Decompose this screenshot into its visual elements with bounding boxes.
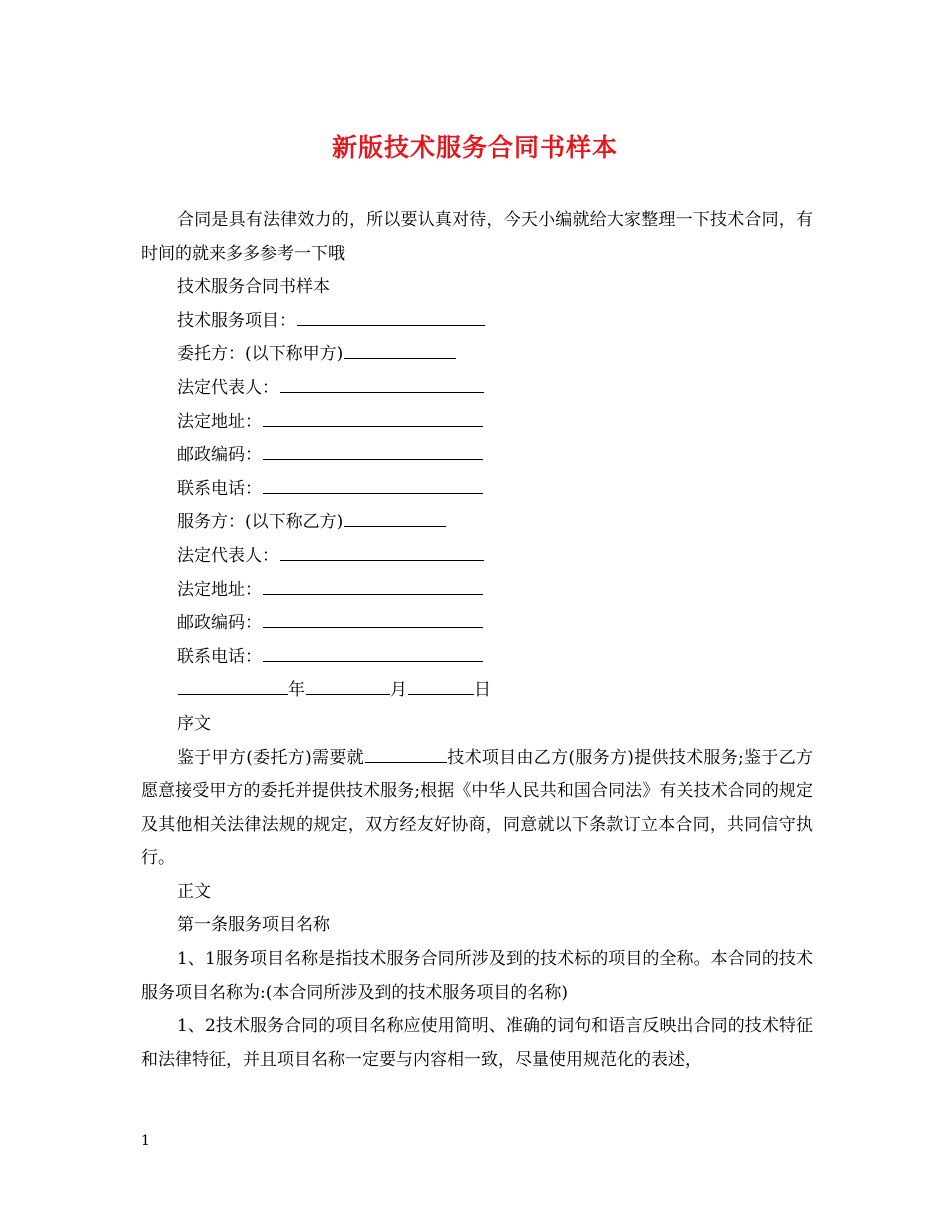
field-label: 技术服务项目：: [177, 310, 296, 331]
field-label: 法定代表人：: [177, 377, 279, 398]
document-body: [141, 204, 813, 1077]
field-client-addr: [141, 406, 813, 440]
preface-heading: 序文: [177, 713, 211, 734]
field-provider: [141, 506, 813, 540]
blank-line: [297, 307, 485, 326]
main-heading: 正文: [177, 881, 211, 902]
blank-line: [263, 475, 483, 494]
field-label: 联系电话：: [177, 646, 262, 667]
blank-line: [263, 408, 483, 427]
field-label: 法定代表人：: [177, 545, 279, 566]
field-provider-phone: [141, 641, 813, 675]
field-client: [141, 338, 813, 372]
field-label: 联系电话：: [177, 478, 262, 499]
clause-1-1: 1、1服务项目名称是指技术服务合同所涉及到的技术标的项目的全称。本合同的技术服务项目名称为:(本合同所涉及到的技术服务项目的名称): [141, 949, 813, 1003]
clause-1-2: 1、2技术服务合同的项目名称应使用简明、准确的词句和语言反映出合同的技术特征和法律特征，并且项目名称一定要与内容相一致，尽量使用规范化的表述，: [141, 1016, 813, 1070]
field-label: 法定地址：: [177, 411, 262, 432]
blank-line: [280, 542, 484, 561]
field-client-rep: [141, 372, 813, 406]
blank-line: [263, 576, 483, 595]
page-number: 1: [141, 1133, 150, 1149]
preface-paragraph: [141, 742, 813, 876]
field-provider-rep: [141, 540, 813, 574]
field-label: 服务方：(以下称乙方): [177, 512, 344, 533]
blank-line: [408, 676, 474, 695]
date-month-label: 月: [390, 680, 407, 701]
field-project: [141, 305, 813, 339]
date-line: [141, 674, 813, 708]
blank-line: [344, 340, 456, 359]
contract-heading: 技术服务合同书样本: [177, 277, 330, 298]
field-client-phone: [141, 473, 813, 507]
intro-paragraph: 合同是具有法律效力的，所以要认真对待，今天小编就给大家整理一下技术合同，有时间的就来多多参考一下哦: [141, 210, 813, 264]
field-label: 法定地址：: [177, 579, 262, 600]
blank-line: [263, 609, 483, 628]
field-label: 委托方：(以下称甲方): [177, 344, 344, 365]
field-provider-zip: [141, 607, 813, 641]
blank-line: [178, 676, 288, 695]
article-1-heading: 第一条服务项目名称: [177, 915, 330, 936]
blank-line: [344, 508, 446, 527]
field-provider-addr: [141, 574, 813, 608]
field-label: 邮政编码：: [177, 445, 262, 466]
document-title: 新版技术服务合同书样本: [331, 133, 618, 162]
preface-text-start: 鉴于甲方(委托方)需要就: [177, 747, 364, 768]
blank-line: [365, 744, 447, 763]
blank-line: [263, 643, 483, 662]
blank-line: [263, 441, 483, 460]
field-client-zip: [141, 439, 813, 473]
blank-line: [306, 676, 390, 695]
blank-line: [280, 374, 484, 393]
preface-text-end: 技术项目由乙方(服务方)提供技术服务;鉴于乙方愿意接受甲方的委托并提供技术服务;根据《中华人民共和国合同法》有关技术合同的规定及其他相关法律法规的规定，双方经友好协商，同意就以下条款订立本合同，共同信守执行。: [141, 747, 813, 869]
field-label: 邮政编码：: [177, 613, 262, 634]
date-year-label: 年: [288, 680, 305, 701]
date-day-label: 日: [474, 680, 491, 701]
